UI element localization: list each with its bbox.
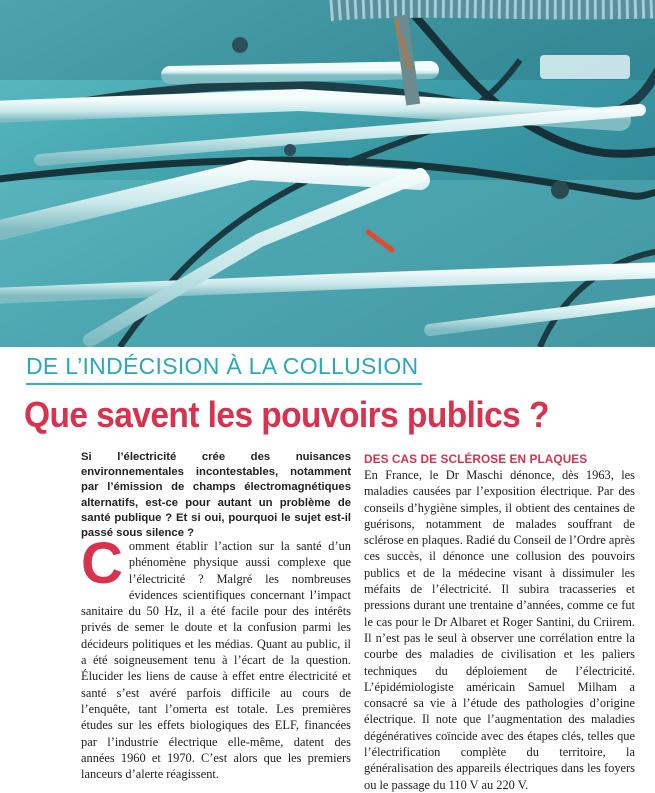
body-left-text: omment établir l’action sur la santé d’un phénomène physique aussi complexe que l’électricité ? Malgré les nombreuses évidences scientifiques concernant l’impact sanitaire du 50 Hz, il a été facile pour des intérêts privés de semer le doute et la confusion parmi les décideurs politiques et les médias. Quant au public, il a été soigneusement tenu à l’écart de la question. Élucider les liens de cause à effet entre électricité et santé s’est avéré parfois difficile au cours de l’enquête, tant l’omerta est totale. Les premières études sur les effets biologiques des ELF, financées par l’industrie électrique elle-même, datent des années 1960 et 1970. C’est alors que les premiers lanceurs d’alerte réagissent. [81, 539, 351, 782]
drop-cap: C [81, 531, 123, 596]
article-lede: Si l’électricité crée des nuisances environnementales incontestables, notamment par l’émission de champs électromagnétiques alternatifs, est-ce pour autant un problème de santé publique ? Et si oui, pourquoi le sujet est-il passé sous silence ? [81, 451, 351, 540]
body-column-left [81, 531, 351, 782]
section-kicker: DE L’INDÉCISION À LA COLLUSION [26, 350, 422, 385]
subsection-title: DES CAS DE SCLÉROSE EN PLAQUES [364, 452, 588, 466]
hero-photo-cables [0, 0, 655, 347]
body-column-right: En France, le Dr Maschi dénonce, dès 1963, les maladies causées par l’exposition électrique. Par des conseils d’hygiène simples, il obtient des centaines de guérisons, notamment de malades souffrant de sclérose en plaques. Radié du Conseil de l’Ordre après ces succès, il dénonce une collusion des pouvoirs publics et de la médecine visant à dissimuler les méfaits de l’électricité. Il subira tracasseries et pressions durant une trentaine d’années, comme ce fut le cas pour le Dr Albaret et Roger Santini, du Criirem. Il n’est pas le seul à observer une corrélation entre la courbe des maladies de civilisation et les paliers techniques du déploiement de l’électricité. L’épidémiologiste américain Samuel Milham a consacré sa vie à l’étude des pathologies d’origine électrique. Il note que l’augmentation des maladies dégénératives coïncide avec des étapes clés, telles que l’électrification complète du territoire, la généralisation des appareils électriques dans les foyers ou le passage du 110 V au 220 V. [364, 468, 635, 792]
article-headline: Que savent les pouvoirs publics ? [24, 394, 549, 435]
